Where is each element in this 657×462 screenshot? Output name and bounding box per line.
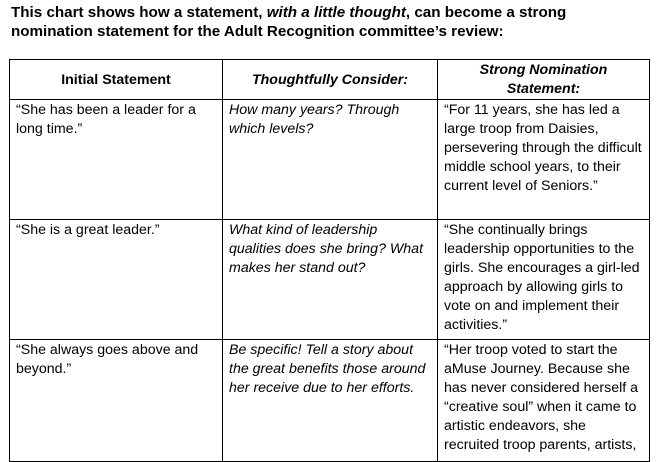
strong-statement-cell: “For 11 years, she has led a large troop from Daisies, persevering through the difficult middle school years, to their current level of Seniors.” [438, 100, 650, 220]
initial-statement-cell: “She is a great leader.” [10, 220, 223, 340]
table-row [10, 220, 650, 340]
intro-text-end: , can become a strong nomination statement for the Adult Recognition committee’s review: [11, 4, 567, 40]
table-row [10, 100, 650, 220]
initial-statement-cell: “She always goes above and beyond.” [10, 340, 223, 462]
header-thoughtfully-consider: Thoughtfully Consider: [223, 60, 438, 100]
intro-text-start: This chart shows how a statement, [11, 4, 267, 21]
header-initial-statement: Initial Statement [10, 60, 223, 100]
intro-paragraph [11, 3, 651, 41]
intro-emphasis: with a little thought [266, 4, 406, 21]
initial-statement-cell: “She has been a leader for a long time.” [10, 100, 223, 220]
consider-cell: Be specific! Tell a story about the great benefits those around her receive due to her efforts. [223, 340, 438, 462]
strong-statement-cell: “Her troop voted to start the aMuse Journey. Because she has never considered herself a “creative soul” when it came to artistic endeavors, she recruited troop parents, artists, [438, 340, 650, 462]
nomination-chart-table [9, 59, 650, 462]
table-row [10, 340, 650, 462]
consider-cell: What kind of leadership qualities does she bring? What makes her stand out? [223, 220, 438, 340]
strong-statement-cell: “She continually brings leadership opportunities to the girls. She encourages a girl-led approach by allowing girls to vote on and implement their activities.” [438, 220, 650, 340]
header-strong-nomination-statement: Strong Nomination Statement: [438, 60, 650, 100]
table-header-row [10, 60, 650, 100]
consider-cell: How many years? Through which levels? [223, 100, 438, 220]
